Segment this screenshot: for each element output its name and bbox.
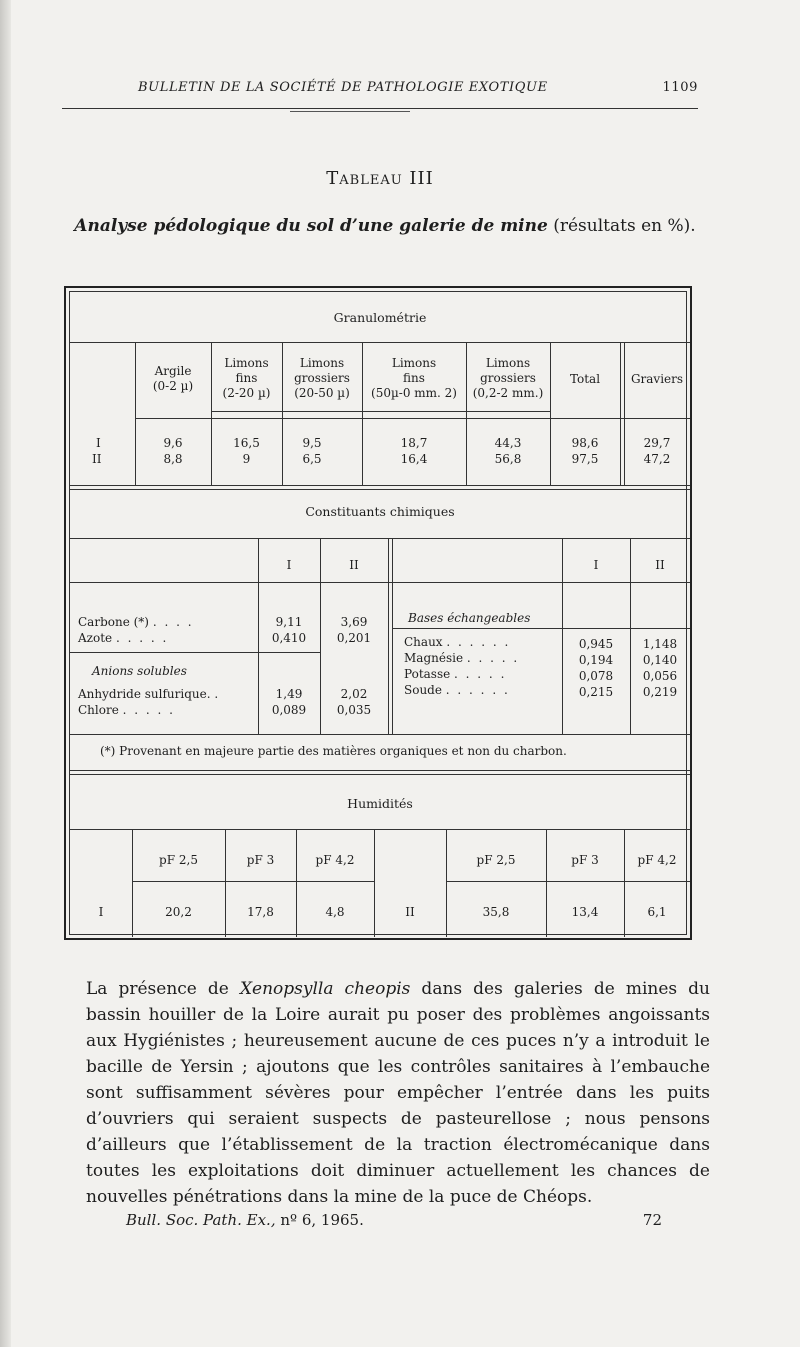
- col-header-pf: pF 3: [246, 853, 275, 867]
- col-header-line: Graviers: [630, 372, 684, 386]
- leader-dots: . . . .: [152, 615, 194, 629]
- cell: 0,945: [578, 637, 614, 651]
- cell: 2,02: [340, 687, 368, 701]
- cell: 0,219: [642, 685, 678, 699]
- col-header-line: fins: [403, 371, 425, 385]
- col-header-line: (0-2 µ): [152, 379, 194, 393]
- col-divider: [620, 342, 621, 485]
- cell: 0,056: [642, 669, 678, 683]
- cell: 56,8: [494, 452, 522, 466]
- cell: 98,6: [571, 436, 599, 450]
- body-text-start: La présence de: [86, 979, 240, 999]
- table-inner-frame: [69, 291, 687, 935]
- col-header-pf: pF 4,2: [637, 853, 677, 867]
- col-header-limons-grossiers-2: [466, 356, 550, 401]
- bases-title: Bases échangeables: [408, 611, 531, 625]
- col-divider: [296, 829, 297, 937]
- col-divider: [132, 829, 133, 937]
- cell: 9,6: [163, 436, 183, 450]
- col-divider: [446, 829, 447, 937]
- citation-journal: Bull. Soc. Path. Ex.,: [126, 1211, 276, 1229]
- cell: 3,69: [340, 615, 368, 629]
- header-underline: [211, 411, 550, 412]
- cell: 9: [242, 452, 251, 466]
- table-caption-italic: Analyse pédologique du sol d’une galerie de mine: [74, 216, 548, 236]
- cell: 29,7: [643, 436, 671, 450]
- col-divider: [225, 829, 226, 937]
- row-label: [78, 703, 175, 717]
- row-label: [404, 635, 510, 649]
- cell: 20,2: [165, 905, 192, 919]
- cell: 47,2: [643, 452, 671, 466]
- row-label: II: [405, 905, 415, 919]
- col-header-pf: pF 4,2: [315, 853, 355, 867]
- row-label: [78, 615, 194, 629]
- cell: 0,194: [578, 653, 614, 667]
- rule: [70, 829, 690, 830]
- col-divider: [624, 829, 625, 937]
- row-label: II: [92, 452, 102, 466]
- row-label: [404, 667, 506, 681]
- row-label: I: [98, 905, 104, 919]
- col-header-line: Limons: [391, 356, 437, 370]
- col-header-pf: pF 3: [571, 853, 599, 867]
- col-header-II: II: [349, 558, 359, 572]
- data-table: [64, 286, 692, 940]
- col-header-II: II: [655, 558, 665, 572]
- page-edge-shadow: [0, 0, 11, 1347]
- row-label-text: Azote: [78, 631, 113, 645]
- footnote: (*) Provenant en majeure partie des matières organiques et non du charbon.: [100, 744, 567, 758]
- col-header-limons-fins-2: [362, 356, 466, 401]
- citation: [126, 1211, 364, 1229]
- col-header-I: I: [286, 558, 292, 572]
- table-label: Tableau III: [326, 168, 434, 189]
- leader-dots: . . . . .: [454, 667, 507, 681]
- cell: 16,4: [400, 452, 428, 466]
- section-rule: [70, 489, 690, 490]
- cell: 9,11: [275, 615, 303, 629]
- anions-title: Anions solubles: [92, 664, 187, 678]
- row-label: [404, 651, 519, 665]
- col-header-pf: pF 2,5: [159, 853, 198, 867]
- row-label-text: Carbone (*): [78, 615, 149, 629]
- col-header-line: Argile: [154, 364, 192, 378]
- cell: 0,035: [336, 703, 372, 717]
- col-divider: [374, 829, 375, 937]
- rule: [70, 538, 690, 539]
- row-label: I: [96, 436, 101, 450]
- citation-issue: nº 6, 1965.: [275, 1211, 364, 1229]
- col-header-total: [550, 372, 620, 387]
- col-header-line: (2-20 µ): [222, 386, 271, 400]
- col-header-line: grossiers: [294, 371, 350, 385]
- cell: 18,7: [400, 436, 428, 450]
- row-label-text: Chlore: [78, 703, 119, 717]
- sheet-number: 72: [642, 1211, 662, 1229]
- table-caption: [60, 216, 710, 236]
- cell: 9,5: [302, 436, 322, 450]
- cell: 16,5: [233, 436, 260, 450]
- running-title: BULLETIN DE LA SOCIÉTÉ DE PATHOLOGIE EXOTIQUE: [138, 80, 548, 95]
- leader-dots: . . . . . .: [446, 635, 511, 649]
- col-header-limons-fins: [211, 356, 282, 401]
- cell: 0,215: [578, 685, 614, 699]
- page-footer: [126, 1211, 706, 1233]
- cell: 8,8: [163, 452, 183, 466]
- col-divider: [388, 538, 389, 734]
- col-header-line: Total: [569, 372, 601, 386]
- header-rule: [70, 582, 690, 583]
- cell: 1,49: [275, 687, 303, 701]
- cell: 0,410: [271, 631, 307, 645]
- col-header-line: grossiers: [480, 371, 536, 385]
- cell: 4,8: [325, 905, 345, 919]
- leader-dots: . . . . . .: [445, 683, 510, 697]
- col-header-line: Limons: [224, 356, 269, 370]
- col-header-argile: [135, 364, 211, 394]
- row-label: [78, 687, 220, 701]
- col-divider: [546, 829, 547, 937]
- col-header-graviers: [624, 372, 690, 387]
- cell: 35,8: [482, 905, 510, 919]
- cell: 17,8: [247, 905, 274, 919]
- leader-dots: . . . . .: [122, 703, 175, 717]
- cell: 6,5: [302, 452, 322, 466]
- leader-dots: . . . . .: [115, 631, 169, 645]
- rule: [70, 652, 320, 653]
- cell: 0,089: [271, 703, 307, 717]
- humidites-title: Humidités: [347, 796, 413, 811]
- row-label: [404, 683, 510, 697]
- page-number: 1109: [662, 80, 698, 95]
- cell: 0,201: [336, 631, 372, 645]
- row-label: [78, 631, 168, 645]
- col-header-line: (50µ-0 mm. 2): [371, 386, 457, 400]
- leader-dots: .: [214, 687, 221, 701]
- rule: [392, 628, 690, 629]
- cell: 1,148: [642, 637, 678, 651]
- header-rule: [62, 108, 698, 109]
- table-caption-rest: (résultats en %).: [553, 216, 696, 236]
- cell: 44,3: [494, 436, 522, 450]
- col-divider: [392, 538, 393, 734]
- header-rule: [132, 881, 374, 882]
- cell: 13,4: [571, 905, 599, 919]
- rule: [70, 734, 690, 735]
- header-rule-short: [290, 111, 410, 112]
- row-label-text: Potasse: [404, 667, 451, 681]
- section-rule: [70, 485, 690, 486]
- running-header: [120, 80, 710, 100]
- body-paragraph: [86, 976, 710, 1210]
- cell: 6,1: [647, 905, 667, 919]
- body-text-rest: dans des galeries de mines du bassin houiller de la Loire aurait pu poser des problèmes angoissants aux Hygiénistes ; heureusement aucune de ces puces n’y a introduit le bacille de Yersin ; ajoutons que les contrôles sanitaires à l’embauche sont suffisamment sévères pour empêcher l’entrée dans les puits d’ouvriers qui seraient suspects de pasteurellose ; nous pensons d’ailleurs que l’établissement de la traction électromécanique dans toutes les exploitations doit diminuer actuellement les chances de nouvelles pénétrations dans la mine de la puce de Chéops.: [86, 979, 711, 1207]
- row-label-text: Soude: [404, 683, 442, 697]
- cell: 0,140: [642, 653, 678, 667]
- col-header-line: fins: [235, 371, 258, 385]
- section-rule: [70, 770, 690, 771]
- row-label-text: Anhydride sulfurique.: [78, 687, 211, 701]
- col-header-I: I: [593, 558, 599, 572]
- cell: 0,078: [578, 669, 614, 683]
- chimiques-title: Constituants chimiques: [305, 504, 455, 519]
- col-header-limons-grossiers: [282, 356, 362, 401]
- col-header-pf: pF 2,5: [476, 853, 516, 867]
- header-rule: [446, 881, 690, 882]
- row-label-text: Magnésie: [404, 651, 464, 665]
- granulometrie-title: Granulométrie: [333, 310, 427, 325]
- row-label-text: Chaux: [404, 635, 443, 649]
- leader-dots: . . . . .: [466, 651, 520, 665]
- section-rule: [70, 774, 690, 775]
- cell: 97,5: [571, 452, 599, 466]
- col-header-line: Limons: [299, 356, 345, 370]
- species-name: Xenopsylla cheopis: [239, 979, 411, 999]
- col-header-line: Limons: [485, 356, 531, 370]
- col-header-line: (20-50 µ): [294, 386, 350, 400]
- col-header-line: (0,2-2 mm.): [472, 386, 544, 400]
- header-rule: [135, 418, 690, 419]
- rule: [70, 342, 690, 343]
